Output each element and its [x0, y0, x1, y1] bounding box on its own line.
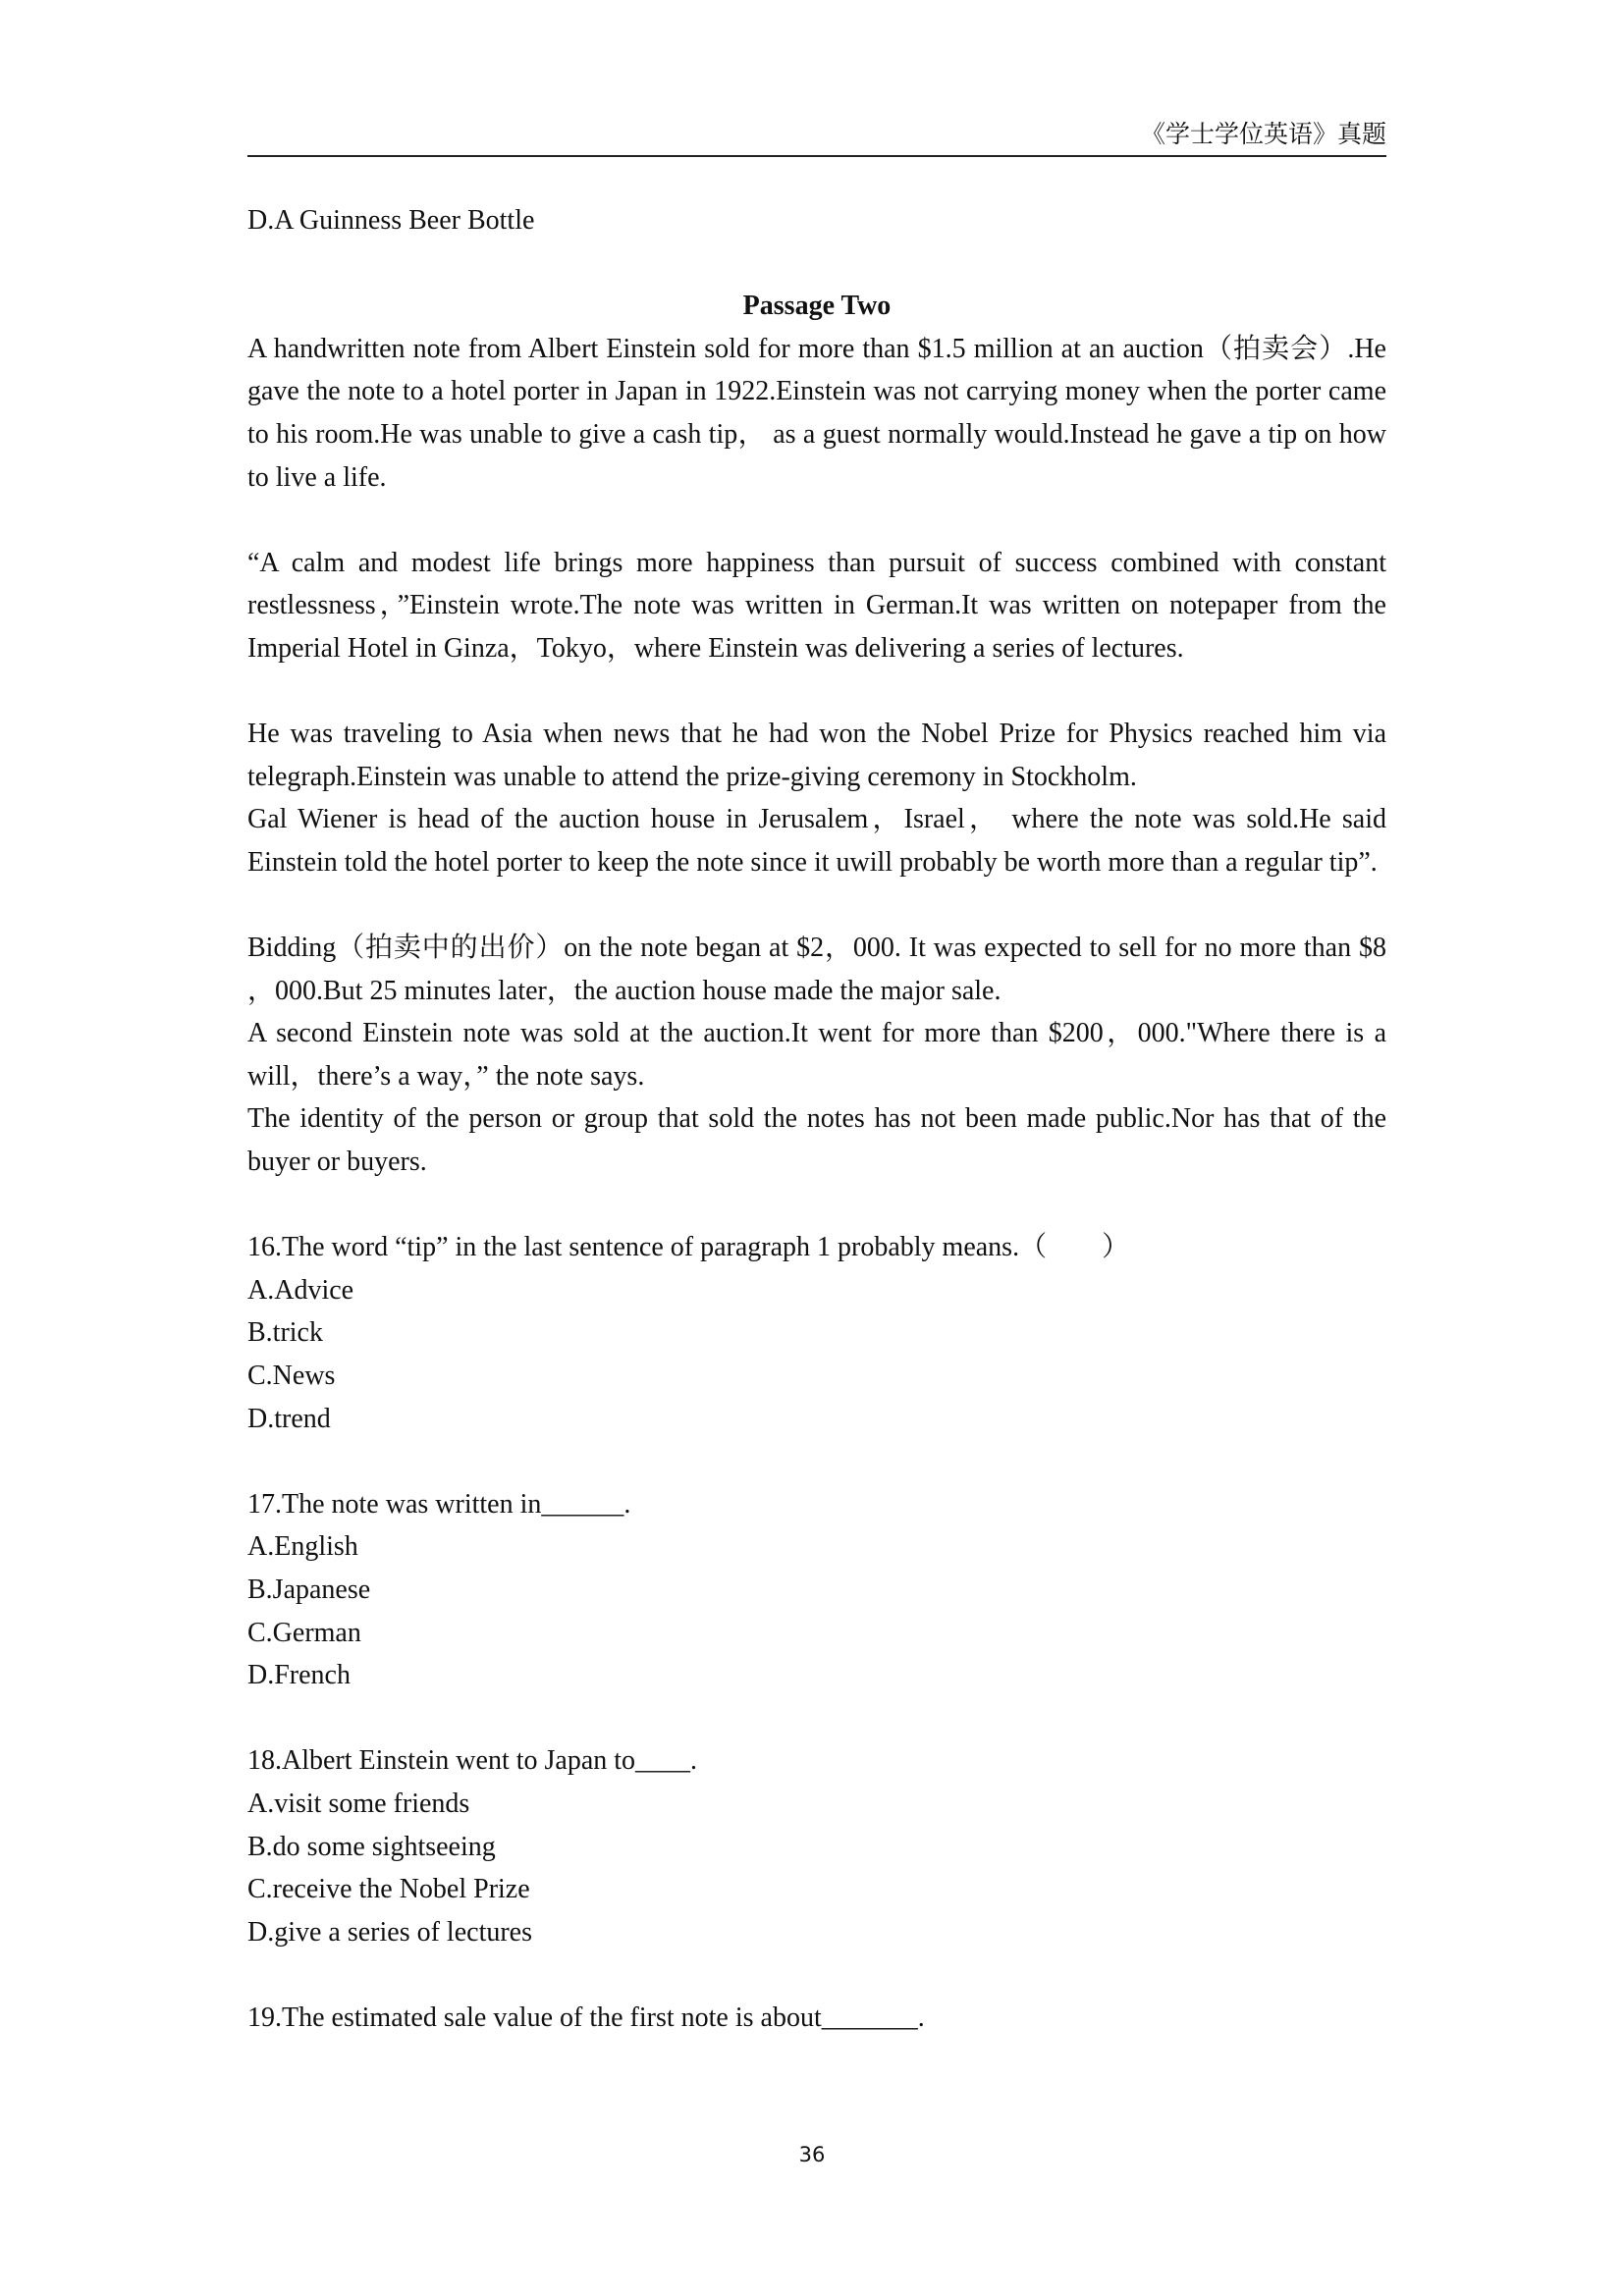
- spacer: [247, 1697, 1386, 1740]
- question-16: [247, 1226, 1386, 1440]
- answer-option: C.German: [247, 1617, 361, 1648]
- page-content: [247, 199, 1386, 2040]
- passage-paragraph: He was traveling to Asia when news that he had won the Nobel Prize for Physics reached him via telegraph.Einstein was unable to attend the prize-giving ceremony in Stockholm.: [247, 719, 1386, 792]
- passage-paragraph: The identity of the person or group that sold the notes has not been made public.Nor has that of the buyer or buyers.: [247, 1103, 1386, 1178]
- passage-paragraph: “A calm and modest life brings more happiness than pursuit of success combined with constant restlessness，”Einstein wrote.The note was written in German.It was written on notepaper from the Imperial Hotel in Ginza，Tokyo，where Einstein was delivering a series of lectures.: [247, 547, 1386, 664]
- spacer: [247, 499, 1386, 542]
- spacer: [247, 1440, 1386, 1483]
- page-footer: [0, 2143, 1624, 2166]
- spacer: [247, 670, 1386, 714]
- spacer: [247, 884, 1386, 928]
- answer-option: B.do some sightseeing: [247, 1831, 496, 1862]
- page-header: [247, 116, 1386, 157]
- spacer: [247, 1184, 1386, 1227]
- answer-option: B.Japanese: [247, 1575, 371, 1605]
- answer-option: D.French: [247, 1660, 351, 1691]
- question-stem: 18.Albert Einstein went to Japan to____.: [247, 1745, 698, 1777]
- answer-option: B.trick: [247, 1317, 323, 1349]
- answer-option: D.trend: [247, 1403, 331, 1434]
- passage-paragraph: Bidding（拍卖中的出价）on the note began at $2，000. It was expected to sell for no more than $8 ，000.But 25 minutes later，the auction house made the major sale.: [247, 933, 1386, 1006]
- answer-option: A.English: [247, 1531, 358, 1563]
- answer-option: A.visit some friends: [247, 1788, 470, 1819]
- passage-paragraph: A second Einstein note was sold at the auction.It went for more than $200，000."Where there is a will，there’s a way，” the note says.: [247, 1018, 1386, 1092]
- header-title: 《学士学位英语》真题: [1140, 122, 1386, 148]
- question-stem: 16.The word “tip” in the last sentence of paragraph 1 probably means.（ ）: [247, 1232, 1130, 1263]
- answer-option: D.give a series of lectures: [247, 1916, 532, 1948]
- passage-paragraph: Gal Wiener is head of the auction house in Jerusalem，Israel， where the note was sold.He said Einstein told the hotel porter to keep the note since it uwill probably be worth more than a regular tip”.: [247, 804, 1386, 878]
- question-19: [247, 1997, 1386, 2040]
- previous-question-option: D.A Guinness Beer Bottle: [247, 205, 535, 236]
- question-stem: 17.The note was written in______.: [247, 1488, 631, 1520]
- page-number: 36: [798, 2143, 826, 2166]
- answer-option: A.Advice: [247, 1274, 354, 1306]
- question-17: [247, 1483, 1386, 1697]
- question-18: [247, 1739, 1386, 1953]
- passage-title: Passage Two: [742, 291, 892, 322]
- spacer: [247, 1953, 1386, 1997]
- spacer: [247, 242, 1386, 286]
- passage-paragraph: A handwritten note from Albert Einstein sold for more than $1.5 million at an auction（拍卖会）.He gave the note to a hotel porter in Japan in 1922.Einstein was not carrying money when the porter came to his room.He was unable to give a cash tip， as a guest normally would.Instead he gave a tip on how to live a life.: [247, 333, 1386, 493]
- answer-option: C.News: [247, 1361, 336, 1392]
- answer-option: C.receive the Nobel Prize: [247, 1874, 530, 1905]
- question-stem: 19.The estimated sale value of the first note is about_______.: [247, 2002, 925, 2033]
